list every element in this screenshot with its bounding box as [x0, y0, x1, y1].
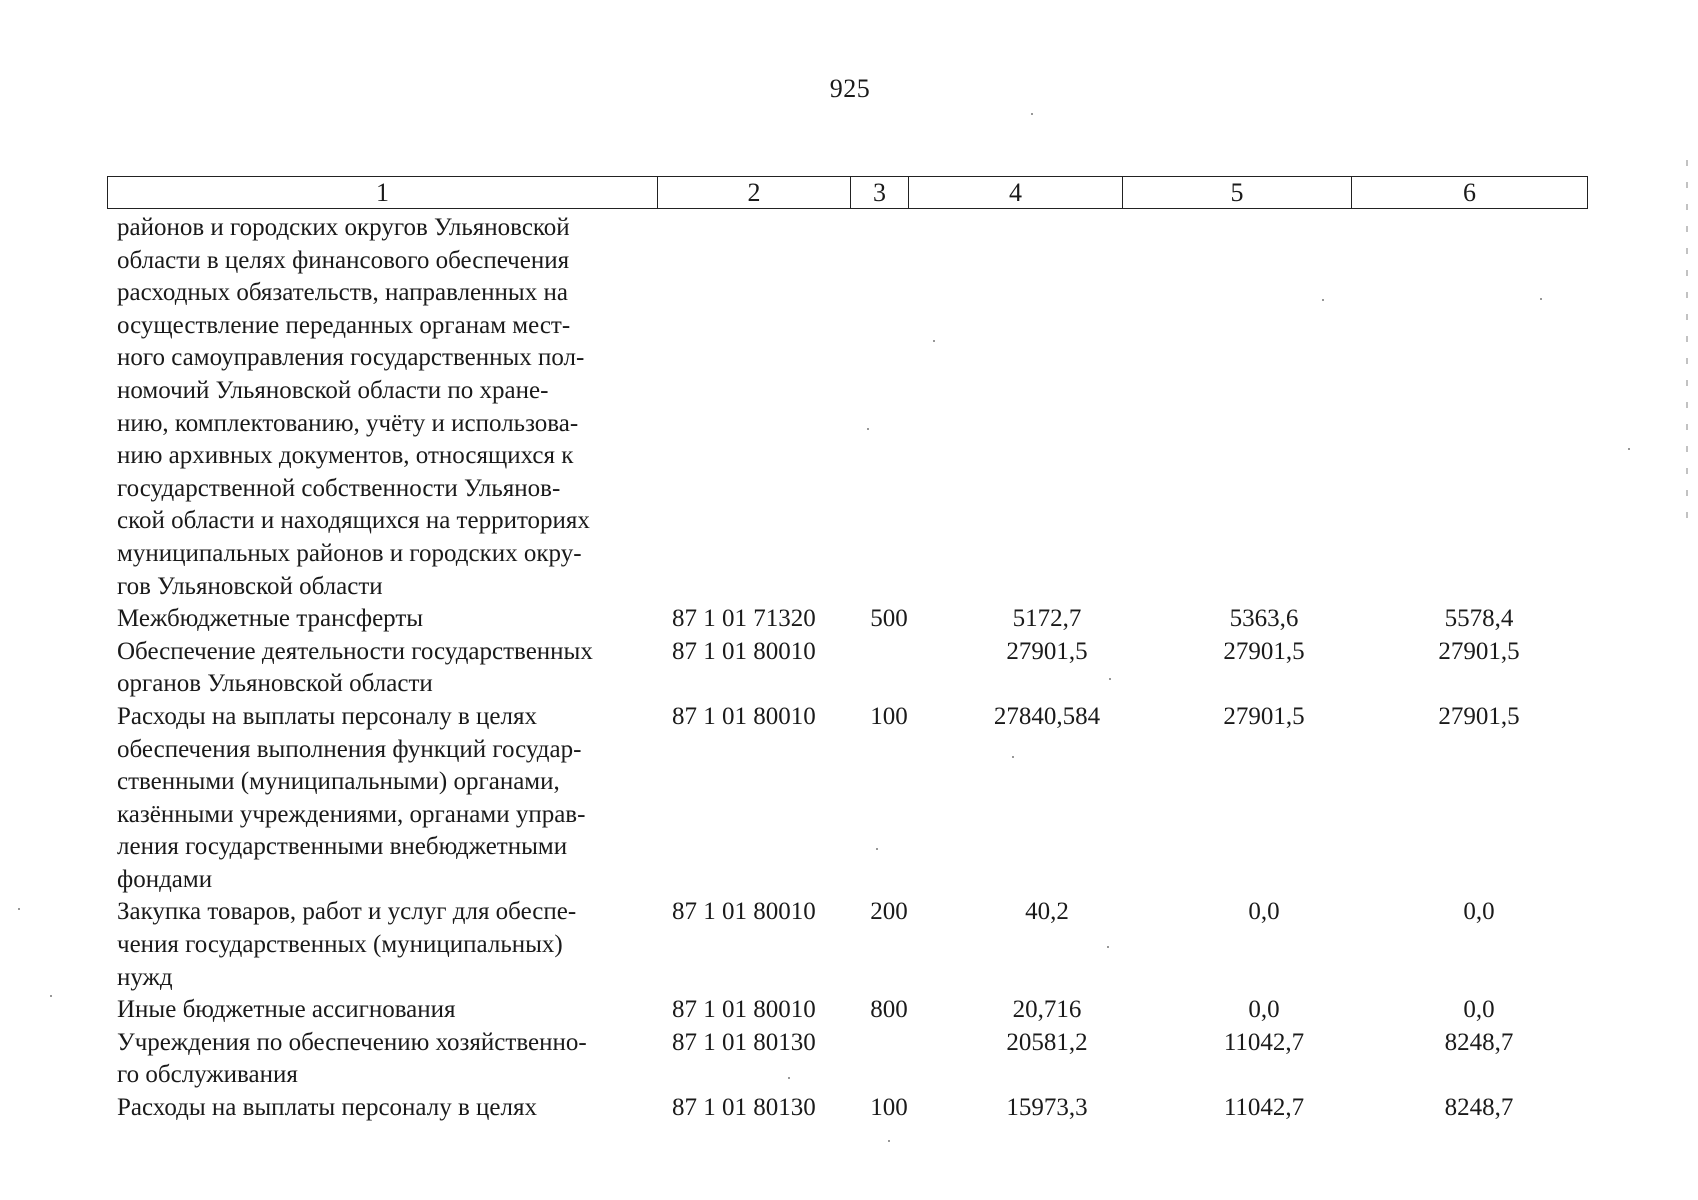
row-description: Обеспечение деятельности государственных органов Ульяновской области [117, 637, 593, 698]
row-value-col5: 5363,6 [1229, 605, 1299, 633]
row-value-col5: 11042,7 [1223, 1028, 1305, 1056]
table-header-row [107, 176, 1588, 209]
row-expense-type: 800 [870, 996, 908, 1024]
header-col-5: 5 [1123, 177, 1352, 208]
row-description: Иные бюджетные ассигнования [117, 996, 456, 1024]
table-body [117, 212, 1587, 1125]
row-value-col5: 27901,5 [1223, 702, 1305, 730]
scan-edge-artifact [1686, 160, 1688, 520]
header-col-4: 4 [909, 177, 1123, 208]
table-row [117, 994, 1587, 1027]
row-code: 87 1 01 80010 [672, 637, 816, 665]
row-code: 87 1 01 80130 [672, 1028, 816, 1056]
row-expense-type: 100 [870, 702, 908, 730]
scan-speck [18, 908, 20, 910]
row-value-col5: 11042,7 [1223, 1094, 1305, 1122]
scan-speck [788, 1077, 790, 1079]
table-row [117, 896, 1587, 994]
row-description: Закупка товаров, работ и услуг для обеспе- чения государственных (муниципальных) нужд [117, 898, 577, 991]
scan-speck [1031, 113, 1033, 115]
scan-speck [1322, 299, 1324, 301]
table-row [117, 701, 1587, 897]
row-description: Расходы на выплаты персоналу в целях [117, 1094, 537, 1122]
row-code: 87 1 01 80010 [672, 898, 816, 926]
row-value-col6: 0,0 [1463, 898, 1495, 926]
row-value-col4: 40,2 [1025, 898, 1069, 926]
row-expense-type: 500 [870, 605, 908, 633]
row-value-col5: 0,0 [1248, 996, 1280, 1024]
scan-speck [888, 1140, 890, 1142]
row-expense-type: 100 [870, 1094, 908, 1122]
row-description: Расходы на выплаты персоналу в целях обеспечения выполнения функций государ- ственными (муниципальными) органами, казёнными учреждениями, органами управ- ления государственными внебюджетными фондами [117, 702, 586, 893]
table-row [117, 1092, 1587, 1125]
row-value-col5: 0,0 [1248, 898, 1280, 926]
row-value-col6: 8248,7 [1444, 1094, 1514, 1122]
table-row [117, 212, 1587, 603]
header-col-6: 6 [1463, 178, 1476, 207]
row-code: 87 1 01 80010 [672, 996, 816, 1024]
row-code: 87 1 01 71320 [672, 605, 816, 633]
scan-speck [1109, 678, 1111, 680]
row-value-col4: 27901,5 [1006, 637, 1088, 665]
scan-speck [933, 340, 935, 342]
row-expense-type: 200 [870, 898, 908, 926]
header-col-1: 1 [108, 177, 658, 208]
scan-speck [1012, 756, 1014, 758]
row-value-col4: 20,716 [1012, 996, 1082, 1024]
row-description: Учреждения по обеспечению хозяйственно- го обслуживания [117, 1028, 587, 1089]
row-value-col4: 20581,2 [1006, 1028, 1088, 1056]
header-col-3: 3 [851, 177, 909, 208]
scan-speck [50, 995, 52, 997]
row-code: 87 1 01 80130 [672, 1094, 816, 1122]
scan-speck [1107, 946, 1109, 948]
scan-speck [867, 428, 869, 430]
row-value-col5: 27901,5 [1223, 637, 1305, 665]
row-value-col6: 5578,4 [1444, 605, 1514, 633]
row-value-col4: 27840,584 [993, 702, 1101, 730]
page-number: 925 [829, 74, 871, 103]
row-code: 87 1 01 80010 [672, 702, 816, 730]
scan-speck [1628, 448, 1630, 450]
table-row [117, 636, 1587, 701]
row-value-col6: 8248,7 [1444, 1028, 1514, 1056]
row-description: Межбюджетные трансферты [117, 605, 424, 633]
scan-speck [876, 848, 878, 850]
row-value-col6: 27901,5 [1438, 637, 1520, 665]
table-row [117, 603, 1587, 636]
row-value-col6: 27901,5 [1438, 702, 1520, 730]
row-description: районов и городских округов Ульяновской области в целях финансового обеспечения расходных обязательств, направленных на осуществление переданных органам мест- ного самоуправления государственных пол- номочий Ульяновской области по хране- нию, комплектованию, учёту и использова- нию архивных документов, относящихся к государственной собственности Ульянов- ской области и находящихся на территориях муниципальных районов и городских окру- гов Ульяновской области [117, 214, 590, 600]
scan-speck [1540, 298, 1542, 300]
header-col-2: 2 [658, 177, 851, 208]
row-value-col4: 15973,3 [1006, 1094, 1088, 1122]
row-value-col4: 5172,7 [1012, 605, 1082, 633]
table-row [117, 1027, 1587, 1092]
row-value-col6: 0,0 [1463, 996, 1495, 1024]
